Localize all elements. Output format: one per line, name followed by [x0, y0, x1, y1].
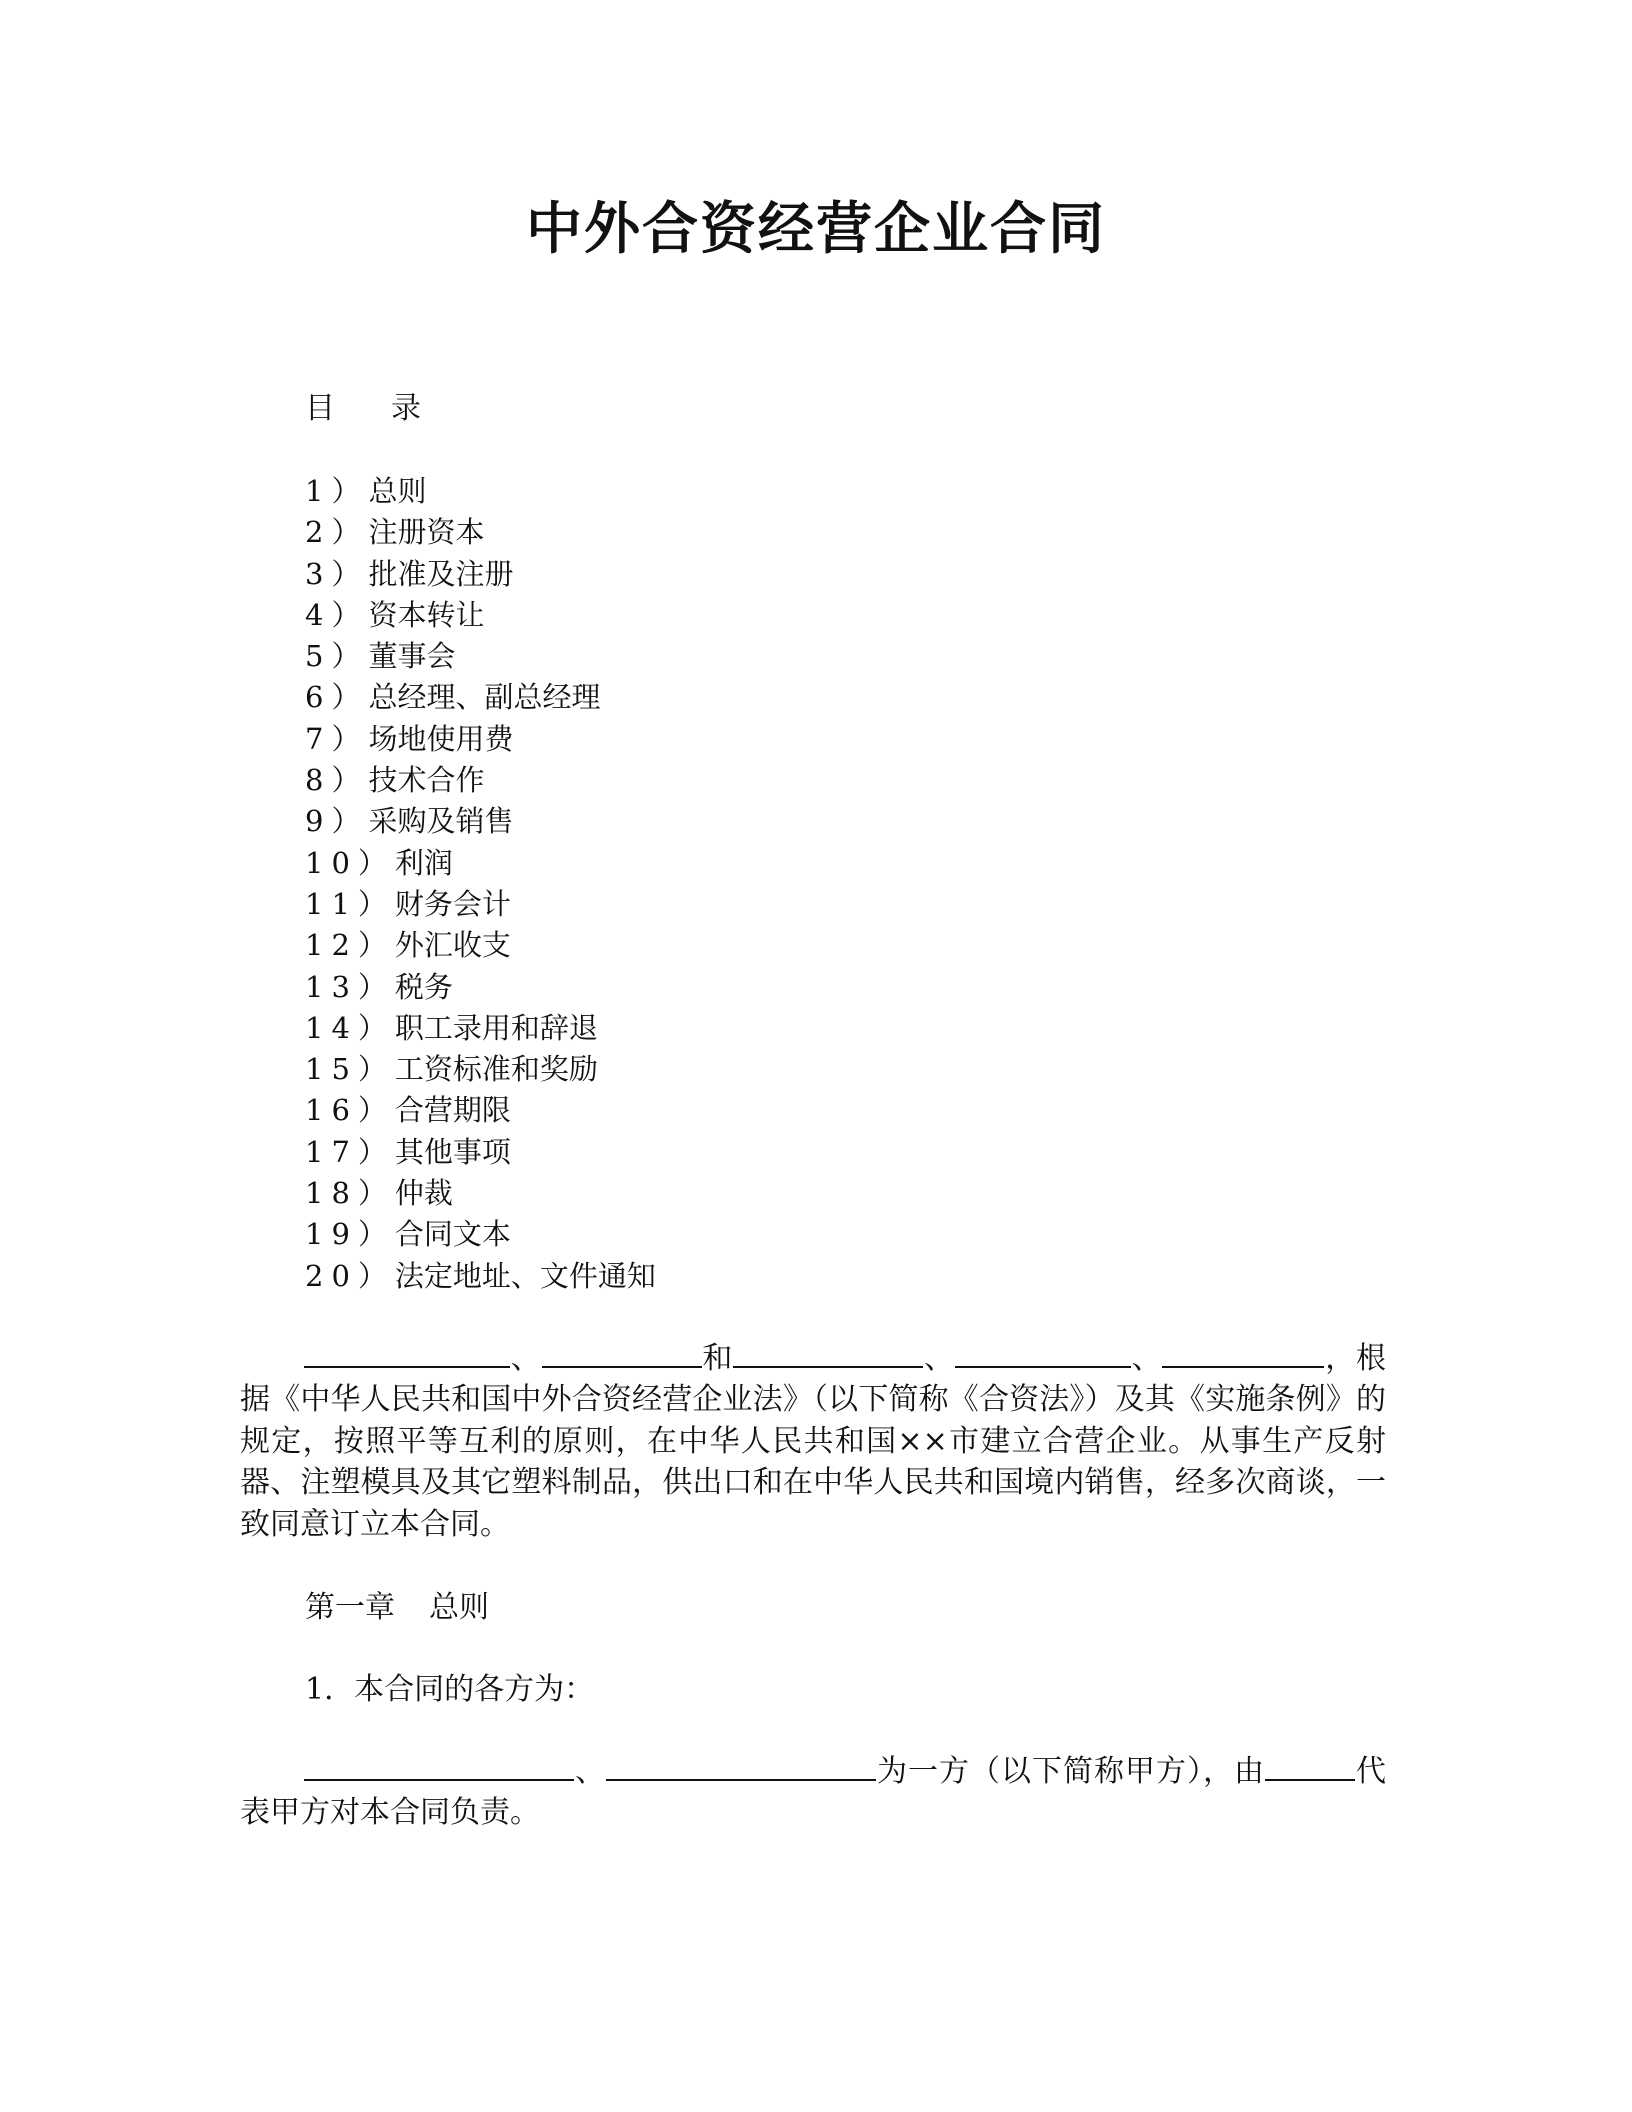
toc-item-label: 外汇收支	[394, 928, 511, 963]
toc-item-label: 仲裁	[394, 1176, 453, 1211]
toc-item-number: 6）	[305, 680, 369, 715]
toc-item-label: 注册资本	[368, 515, 485, 550]
toc-item-number: 4）	[305, 597, 369, 632]
toc-item	[305, 471, 656, 512]
table-of-contents	[305, 471, 656, 1297]
toc-item-number: 9）	[305, 804, 369, 839]
toc-item-number: 20）	[305, 1258, 395, 1293]
blank-party-2	[542, 1338, 702, 1368]
toc-item	[305, 843, 656, 884]
toc-item-label: 技术合作	[368, 763, 485, 798]
toc-item-label: 财务会计	[394, 886, 511, 921]
toc-item	[305, 760, 656, 801]
intro-separator: 、	[1130, 1341, 1163, 1376]
toc-item	[305, 1214, 656, 1255]
toc-item-label: 职工录用和辞退	[394, 1010, 598, 1045]
toc-item-label: 总则	[368, 474, 427, 508]
toc-item	[305, 801, 656, 842]
toc-item-number: 7）	[305, 721, 369, 756]
toc-item-label: 董事会	[368, 639, 456, 674]
toc-item-label: 资本转让	[368, 597, 485, 632]
party-a-separator: 、	[574, 1754, 606, 1789]
toc-item-label: 其他事项	[394, 1134, 511, 1169]
toc-item-number: 1）	[305, 474, 369, 508]
toc-item	[305, 1256, 656, 1297]
toc-item-number: 18）	[305, 1176, 395, 1211]
toc-item	[305, 1049, 656, 1090]
toc-item-label: 批准及注册	[368, 556, 514, 591]
toc-item-number: 10）	[305, 845, 395, 880]
blank-party-5	[1162, 1338, 1324, 1368]
toc-item	[305, 1132, 656, 1173]
toc-item	[305, 1173, 656, 1214]
toc-item	[305, 554, 656, 595]
toc-item-number: 5）	[305, 639, 369, 674]
toc-item-label: 场地使用费	[368, 721, 514, 756]
toc-item-number: 8）	[305, 763, 369, 798]
toc-item-label: 税务	[394, 969, 453, 1004]
blank-party-3	[733, 1338, 923, 1368]
party-a-end: 代表甲方对本合同负责。	[240, 1754, 1386, 1831]
document-title: 中外合资经营企业合同	[526, 197, 1106, 262]
toc-item-label: 工资标准和奖励	[394, 1052, 598, 1087]
toc-item-label: 采购及销售	[368, 804, 514, 839]
intro-separator: 、	[510, 1341, 542, 1376]
party-a-paragraph	[240, 1751, 1386, 1834]
toc-item	[305, 925, 656, 966]
toc-item-number: 14）	[305, 1010, 395, 1045]
chapter-heading	[305, 1587, 489, 1629]
toc-item-number: 16）	[305, 1093, 395, 1128]
toc-item-number: 13）	[305, 969, 395, 1004]
toc-item	[305, 884, 656, 925]
toc-item-number: 11）	[305, 886, 395, 921]
toc-item	[305, 636, 656, 677]
toc-item-number: 15）	[305, 1052, 395, 1087]
toc-item	[305, 719, 656, 760]
toc-item-number: 3）	[305, 556, 369, 591]
intro-separator: 、	[923, 1341, 955, 1376]
toc-item-number: 19）	[305, 1217, 395, 1252]
toc-item	[305, 1008, 656, 1049]
chapter-number: 第一章	[305, 1590, 395, 1625]
intro-text: ，根据《中华人民共和国中外合资经营企业法》（以下简称《合资法》）及其《实施条例》的规定，按照平等互利的原则，在中华人民共和国××市建立合营企业。从事生产反射器、注塑模具及其它塑料制品，供出口和在中华人民共和国境内销售，经多次商谈，一致同意订立本合同。	[240, 1341, 1387, 1542]
toc-item	[305, 677, 656, 718]
toc-item-label: 合营期限	[394, 1093, 511, 1128]
toc-item	[305, 512, 656, 553]
party-a-middle: 为一方（以下简称甲方），由	[876, 1754, 1265, 1789]
blank-party-a-name	[304, 1751, 574, 1781]
article-1: 1．本合同的各方为：	[305, 1672, 595, 1707]
toc-heading: 目录	[305, 391, 477, 426]
toc-item-number: 2）	[305, 515, 369, 550]
blank-party-1	[304, 1338, 510, 1368]
intro-paragraph	[240, 1338, 1386, 1545]
blank-party-a-address	[606, 1751, 876, 1781]
toc-item-label: 利润	[394, 845, 453, 880]
toc-item-number: 17）	[305, 1134, 395, 1169]
toc-item-label: 总经理、副总经理	[368, 680, 601, 715]
toc-item	[305, 595, 656, 636]
toc-item	[305, 1090, 656, 1131]
toc-item	[305, 967, 656, 1008]
toc-item-label: 法定地址、文件通知	[394, 1258, 656, 1293]
intro-and: 和	[701, 1341, 734, 1376]
blank-party-4	[955, 1338, 1131, 1368]
blank-party-a-representative	[1265, 1751, 1355, 1781]
toc-item-label: 合同文本	[394, 1217, 511, 1252]
chapter-title: 总则	[429, 1590, 489, 1625]
toc-item-number: 12）	[305, 928, 395, 963]
